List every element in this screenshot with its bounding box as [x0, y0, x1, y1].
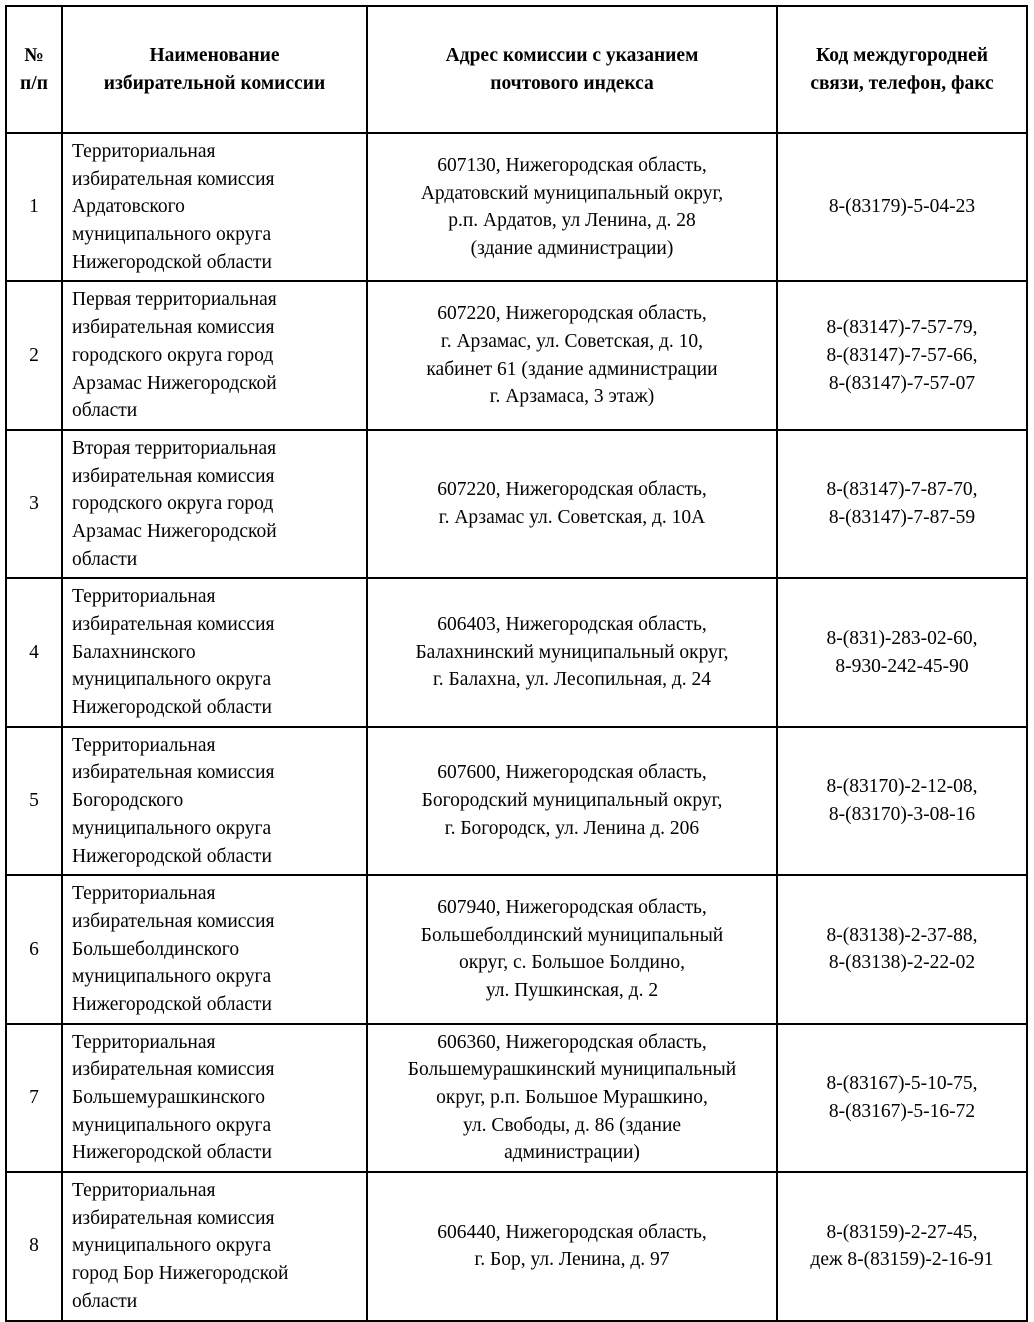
- cell-commission-name: [62, 578, 367, 726]
- cell-row-number: 4: [6, 578, 62, 726]
- text-line: Территориальная: [72, 883, 216, 905]
- column-header-phone: [777, 6, 1027, 133]
- text-line: г. Арзамаса, 3 этаж): [489, 386, 655, 408]
- text-line: г. Балахна, ул. Лесопильная, д. 24: [432, 669, 712, 691]
- cell-row-number: 2: [6, 281, 62, 429]
- table-row: [6, 578, 1027, 726]
- text-line: муниципального округа: [72, 1114, 272, 1136]
- text-line: Ардатовский муниципальный округ,: [420, 182, 724, 204]
- text-line: Вторая территориальная: [72, 437, 277, 459]
- text-line: избирательная комиссия: [72, 614, 275, 635]
- table-row: [6, 133, 1027, 281]
- text-line: 8-(83159)-2-27-45,: [826, 1221, 978, 1243]
- text-line: Нижегородской области: [72, 697, 272, 719]
- header-row: [6, 6, 1027, 133]
- text-line: Территориальная: [72, 1031, 216, 1053]
- cell-commission-name: [62, 875, 367, 1023]
- text-line: 607220, Нижегородская область,: [437, 479, 707, 501]
- text-line: Богородского: [72, 790, 184, 812]
- text-line: 8-(83138)-2-22-02: [828, 952, 976, 974]
- text-line: Большеболдинского: [72, 938, 240, 960]
- text-line: Первая территориальная: [72, 289, 277, 311]
- cell-commission-name: [62, 133, 367, 281]
- text-line: избирательная комиссия: [72, 317, 275, 339]
- text-line: Нижегородской области: [72, 1142, 272, 1164]
- text-line: 8-(83167)-5-10-75,: [826, 1073, 978, 1095]
- cell-address: [367, 281, 777, 429]
- text-line: 8-(831)-283-02-60,: [826, 627, 978, 649]
- cell-phone: [777, 281, 1027, 429]
- text-line: Арзамас Нижегородской: [72, 520, 277, 542]
- cell-commission-name: [62, 1172, 367, 1320]
- text-line: муниципального округа: [72, 669, 272, 691]
- text-line: избирательная комиссия: [72, 762, 275, 784]
- text-line: 8-(83147)-7-87-59: [828, 507, 976, 529]
- electoral-commissions-table: [5, 5, 1028, 1322]
- column-header-number: [6, 6, 62, 133]
- text-line: 606440, Нижегородская область,: [437, 1221, 707, 1243]
- cell-address: [367, 1024, 777, 1172]
- text-line: г. Бор, ул. Ленина, д. 97: [474, 1249, 670, 1271]
- text-line: муниципального округа: [72, 817, 272, 839]
- text-line: Территориальная: [72, 734, 216, 756]
- cell-phone: [777, 727, 1027, 875]
- text-line: 607600, Нижегородская область,: [437, 762, 707, 784]
- text-line: 607220, Нижегородская область,: [437, 303, 707, 325]
- text-line: Балахнинский муниципальный округ,: [415, 641, 729, 663]
- text-line: 8-(83170)-3-08-16: [828, 803, 976, 825]
- text-line: Ардатовского: [72, 196, 185, 218]
- text-line: Большемурашкинского: [72, 1087, 265, 1108]
- text-line: муниципального округа: [72, 966, 272, 988]
- text-line: 8-930-242-45-90: [835, 655, 969, 677]
- text-line: деж 8-(83159)-2-16-91: [810, 1249, 994, 1271]
- text-line: избирательная комиссия: [72, 1207, 275, 1229]
- cell-address: [367, 875, 777, 1023]
- text-line: кабинет 61 (здание администрации: [426, 358, 718, 380]
- text-line: 607940, Нижегородская область,: [437, 897, 707, 919]
- table-body: [6, 133, 1027, 1321]
- text-line: 8-(83147)-7-57-79,: [826, 317, 978, 339]
- text-line: ул. Пушкинская, д. 2: [485, 980, 659, 1002]
- text-line: городского округа город: [72, 493, 274, 515]
- cell-phone: [777, 578, 1027, 726]
- cell-row-number: 7: [6, 1024, 62, 1172]
- text-line: избирательная комиссия: [72, 465, 275, 487]
- cell-commission-name: [62, 281, 367, 429]
- header-line: избирательной комиссии: [103, 72, 326, 94]
- text-line: 8-(83147)-7-57-66,: [826, 344, 978, 366]
- text-line: 8-(83170)-2-12-08,: [826, 776, 978, 798]
- text-line: области: [72, 400, 138, 422]
- cell-address: [367, 133, 777, 281]
- header-line: Код междугородней: [816, 44, 988, 66]
- text-line: 8-(83138)-2-37-88,: [826, 924, 978, 946]
- cell-row-number: 3: [6, 430, 62, 578]
- table-row: [6, 430, 1027, 578]
- text-line: округ, р.п. Большое Мурашкино,: [436, 1087, 708, 1108]
- text-line: избирательная комиссия: [72, 168, 275, 190]
- cell-row-number: 5: [6, 727, 62, 875]
- cell-address: [367, 1172, 777, 1320]
- text-line: городского округа город: [72, 344, 274, 366]
- text-line: 606403, Нижегородская область,: [437, 614, 707, 635]
- header-line: п/п: [20, 72, 48, 94]
- header-line: связи, телефон, факс: [810, 72, 994, 94]
- text-line: Нижегородской области: [72, 845, 272, 867]
- text-line: 8-(83147)-7-57-07: [828, 372, 976, 394]
- text-line: 8-(83167)-5-16-72: [828, 1100, 976, 1122]
- text-line: округ, с. Большое Болдино,: [458, 952, 686, 974]
- text-line: г. Богородск, ул. Ленина д. 206: [444, 817, 700, 839]
- column-header-address: [367, 6, 777, 133]
- cell-phone: [777, 430, 1027, 578]
- text-line: город Бор Нижегородской: [72, 1263, 289, 1285]
- header-line: Адрес комиссии с указанием: [445, 44, 699, 66]
- text-line: Нижегородской области: [72, 993, 272, 1015]
- cell-address: [367, 430, 777, 578]
- text-line: р.п. Ардатов, ул Ленина, д. 28: [448, 210, 696, 232]
- text-line: 8-(83179)-5-04-23: [828, 196, 976, 218]
- text-line: Балахнинского: [72, 641, 196, 663]
- table-row: [6, 1172, 1027, 1320]
- table-row: [6, 875, 1027, 1023]
- text-line: (здание администрации): [470, 237, 674, 259]
- table-row: [6, 281, 1027, 429]
- header-line: почтового индекса: [490, 72, 654, 94]
- text-line: муниципального округа: [72, 1235, 272, 1257]
- text-line: Богородский муниципальный округ,: [421, 790, 723, 812]
- header-line: №: [24, 44, 44, 66]
- text-line: области: [72, 548, 138, 570]
- text-line: Арзамас Нижегородской: [72, 372, 277, 394]
- column-header-commission-name: [62, 6, 367, 133]
- cell-row-number: 6: [6, 875, 62, 1023]
- text-line: ул. Свободы, д. 86 (здание: [462, 1114, 682, 1136]
- cell-phone: [777, 133, 1027, 281]
- text-line: 607130, Нижегородская область,: [437, 154, 707, 176]
- text-line: избирательная комиссия: [72, 1059, 275, 1081]
- cell-phone: [777, 1172, 1027, 1320]
- text-line: администрации): [504, 1142, 640, 1164]
- cell-phone: [777, 875, 1027, 1023]
- header-line: Наименование: [149, 44, 280, 66]
- text-line: Территориальная: [72, 1180, 216, 1202]
- text-line: Нижегородской области: [72, 251, 272, 273]
- table-row: [6, 1024, 1027, 1172]
- cell-phone: [777, 1024, 1027, 1172]
- text-line: Территориальная: [72, 141, 216, 162]
- text-line: Большемурашкинский муниципальный: [407, 1059, 737, 1081]
- cell-row-number: 1: [6, 133, 62, 281]
- cell-commission-name: [62, 430, 367, 578]
- table-row: [6, 727, 1027, 875]
- text-line: г. Арзамас, ул. Советская, д. 10,: [440, 330, 704, 352]
- cell-row-number: 8: [6, 1172, 62, 1320]
- text-line: 8-(83147)-7-87-70,: [826, 479, 978, 501]
- cell-address: [367, 727, 777, 875]
- table-header: [6, 6, 1027, 133]
- text-line: избирательная комиссия: [72, 910, 275, 932]
- text-line: муниципального округа: [72, 224, 272, 246]
- text-line: области: [72, 1290, 138, 1312]
- cell-commission-name: [62, 727, 367, 875]
- text-line: 606360, Нижегородская область,: [437, 1031, 707, 1053]
- text-line: г. Арзамас ул. Советская, д. 10А: [438, 507, 706, 529]
- cell-commission-name: [62, 1024, 367, 1172]
- text-line: Территориальная: [72, 586, 216, 608]
- cell-address: [367, 578, 777, 726]
- text-line: Большеболдинский муниципальный: [420, 924, 724, 946]
